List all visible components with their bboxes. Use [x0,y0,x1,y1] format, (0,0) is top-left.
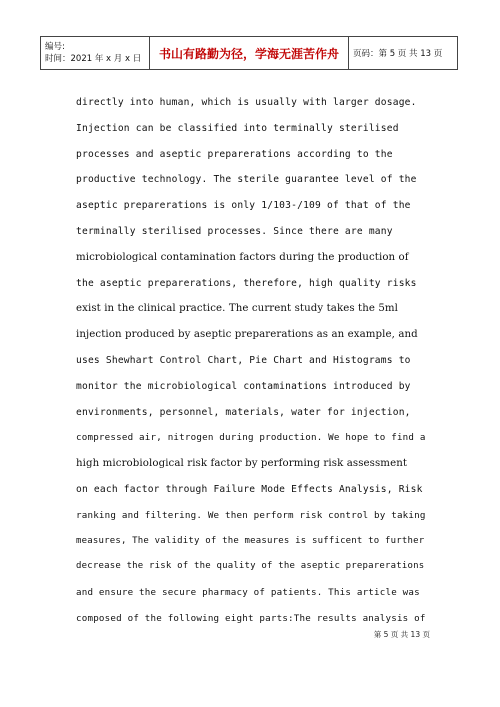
text-line: monitor the microbiological contaminations introduced by [76,380,411,392]
page-footer: 第 5 页 共 13 页 [373,630,430,639]
text-line: ranking and filtering. We then perform risk control by taking [76,509,426,521]
header-table [40,36,458,70]
text-line: and ensure the secure pharmacy of patients. This article was [76,587,420,599]
text-line: injection produced by aseptic preparerations as an example, and [76,329,418,341]
document-number-label: 编号: [45,42,65,52]
text-line: environments, personnel, materials, water for injection, [76,406,411,418]
text-line: directly into human, which is usually with larger dosage. [76,97,417,108]
text-line: aseptic preparerations is only 1/103-/109 of that of the [76,200,411,212]
text-line: composed of the following eight parts:The results analysis of [76,612,426,624]
text-line: exist in the clinical practice. The current study takes the 5ml [76,303,399,315]
text-line: compressed air, nitrogen during production. We hope to find a [76,432,426,444]
text-line: Injection can be classified into terminally sterilised [76,122,399,134]
text-line: decrease the risk of the quality of the aseptic preparerations [76,561,425,572]
text-line: terminally sterilised processes. Since there are many [76,225,393,237]
document-time-label: 时间：2021 年 x 月 x 日 [45,54,142,64]
header-meta-cell [41,37,150,70]
text-line: productive technology. The sterile guarantee level of the [76,174,417,186]
text-line: uses Shewhart Control Chart, Pie Chart and Histograms to [76,354,411,366]
header-page-info: 页码：第 5 页 共 13 页 [349,37,458,70]
text-line: measures, The validity of the measures is sufficent to further [76,535,425,546]
text-line: microbiological contamination factors during the production of [76,251,409,263]
header-motto: 书山有路勤为径，学海无涯苦作舟 [150,37,349,70]
text-line: the aseptic preparerations, therefore, high quality risks [76,277,417,289]
text-line: processes and aseptic preparerations according to the [76,148,393,160]
text-line: on each factor through Failure Mode Effects Analysis, Risk [76,483,423,495]
body-text [76,90,426,632]
text-line: high microbiological risk factor by performing risk assessment [76,458,408,470]
